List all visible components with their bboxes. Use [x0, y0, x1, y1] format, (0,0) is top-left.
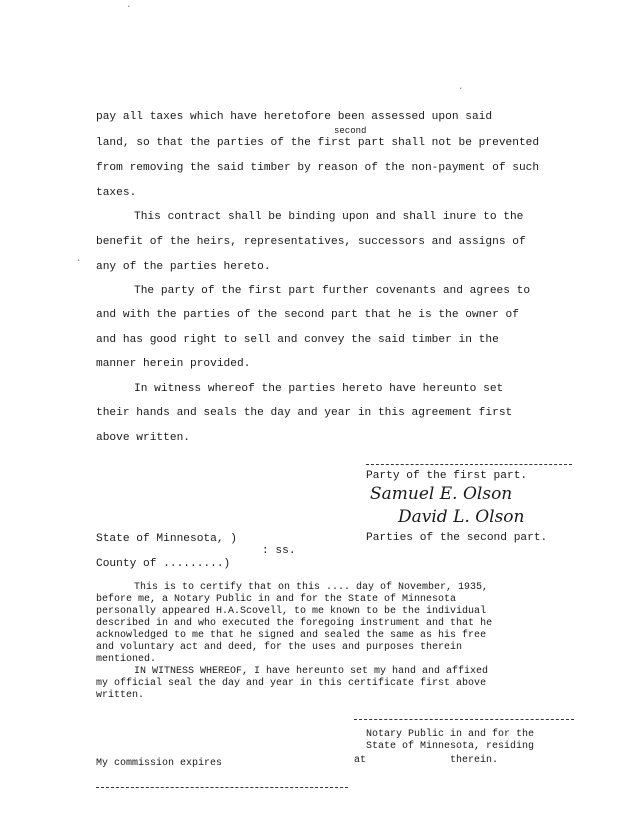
- commission-line: [96, 787, 348, 788]
- contract-line-10: and has good right to sell and convey the said timber in the: [96, 334, 499, 346]
- contract-line-9: and with the parties of the second part that he is the owner of: [96, 309, 519, 321]
- contract-line-5: This contract shall be binding upon and shall inure to the: [134, 211, 524, 223]
- contract-line-2: land, so that the parties of the first part shall not be prevented: [96, 137, 540, 149]
- contract-line-3: from removing the said timber by reason of the non-payment of such: [96, 162, 540, 174]
- contract-line-1: pay all taxes which have heretofore been assessed upon said: [96, 111, 493, 123]
- signature-samuel-olson: Samuel E. Olson: [370, 484, 513, 504]
- ack-line-3: personally appeared H.A.Scovell, to me known to be the individual: [96, 606, 487, 617]
- venue-county: County of .........): [96, 558, 231, 570]
- ack-line-2: before me, a Notary Public in and for the State of Minnesota: [96, 594, 457, 605]
- contract-line-14: above written.: [96, 432, 190, 444]
- contract-line-8: The party of the first part further covenants and agrees to: [134, 285, 531, 297]
- ack-line-10: written.: [96, 690, 145, 701]
- signature-david-olson: David L. Olson: [398, 507, 525, 527]
- first-part-label: Party of the first part.: [366, 470, 528, 482]
- notary-line-1: Notary Public in and for the: [366, 729, 535, 740]
- ack-line-7: mentioned.: [96, 654, 157, 665]
- signature-line-first-part: [366, 464, 572, 465]
- notary-line-3: at therein.: [354, 755, 499, 766]
- notary-signature-line: [354, 719, 574, 720]
- contract-insert-second: second: [334, 126, 367, 136]
- ack-line-5: acknowledged to me that he signed and sealed the same as his free: [96, 630, 487, 641]
- venue-ss: : ss.: [262, 545, 296, 557]
- venue-state: State of Minnesota, ): [96, 533, 237, 545]
- scan-speck: ·: [458, 84, 464, 94]
- ack-line-9: my official seal the day and year in this certificate first above: [96, 678, 487, 689]
- ack-line-1: This is to certify that on this .... day of November, 1935,: [134, 582, 489, 593]
- scan-speck: ·: [76, 256, 82, 266]
- contract-line-7: any of the parties hereto.: [96, 261, 271, 273]
- scan-speck: ·: [126, 2, 132, 12]
- contract-line-6: benefit of the heirs, representatives, successors and assigns of: [96, 236, 526, 248]
- ack-line-4: described in and who executed the foregoing instrument and that he: [96, 618, 493, 629]
- ack-line-8: IN WITNESS WHEREOF, I have hereunto set my hand and affixed: [134, 666, 489, 677]
- ack-line-6: and voluntary act and deed, for the uses and purposes therein: [96, 642, 463, 653]
- contract-line-12: In witness whereof the parties hereto have hereunto set: [134, 383, 504, 395]
- contract-line-11: manner herein provided.: [96, 358, 251, 370]
- contract-line-4: taxes.: [96, 187, 137, 199]
- second-part-label: Parties of the second part.: [366, 532, 548, 544]
- commission-label: My commission expires: [96, 758, 223, 769]
- contract-line-13: their hands and seals the day and year in this agreement first: [96, 407, 513, 419]
- notary-line-2: State of Minnesota, residing: [366, 741, 535, 752]
